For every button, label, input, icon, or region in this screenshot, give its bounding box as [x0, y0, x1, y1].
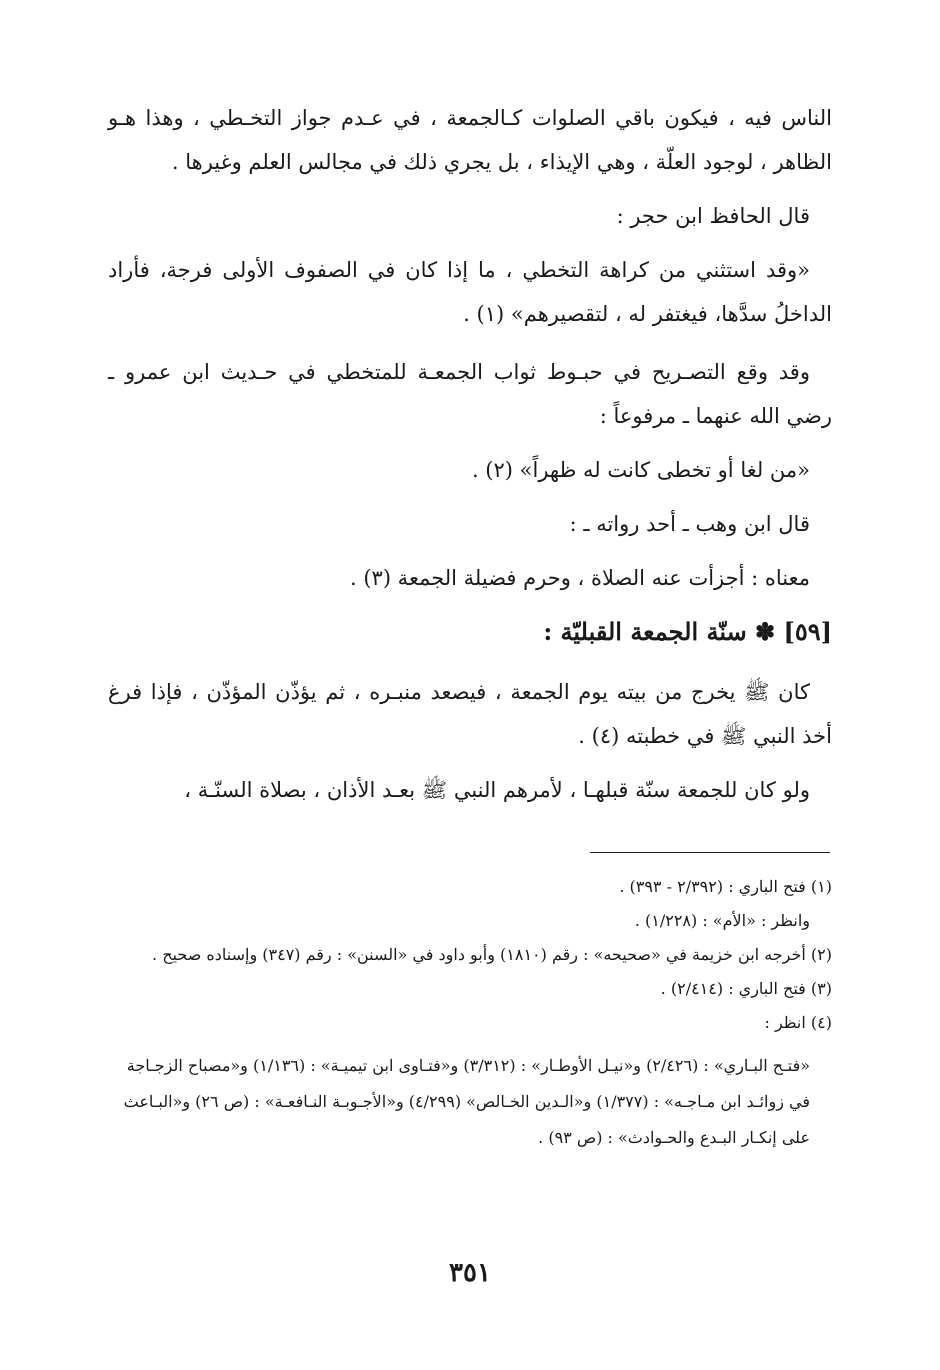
quotation: «وقد استثني من كراهة التخطي ، ما إذا كان في الصفوف الأولى فرجة، فأراد الداخلُ سدَّها، فيغتفر له ، لتقصيرهم» (١) .: [108, 258, 832, 326]
hadith-quote: «من لغا أو تخطى كانت له ظهراً» (٢) .: [471, 458, 810, 482]
footnote-4: (٤) انظر :: [764, 1013, 832, 1032]
paragraph: ولو كان للجمعة سنّة قبلهـا ، لأمرهم النبي ﷺ بعـد الأذان ، بصلاة السنّـة ،: [184, 778, 810, 802]
footnote-4-references: «فتـح البـاري» : (٢/٤٢٦) و«نيـل الأوطـار» : (٣/٣١٢) و«فتـاوى ابن تيميـة» : (١/١٣٦) و«مصباح الزجـاجة في زوائـد ابن مـاجـه» : (١/٣٧٧) و«الـدين الخـالص» (٤/٢٩٩) و«الأجـوبـة النـافعـة» : (ص ٢٦) و«البـاعث على إنكـار البـدع والحـوادث» : (ص ٩٣) .: [123, 1056, 810, 1147]
quote-intro: قال ابن وهب ـ أحد رواته ـ :: [569, 512, 810, 536]
paragraph: كان ﷺ يخرج من بيته يوم الجمعة ، فيصعد منبـره ، ثم يؤذّن المؤذّن ، فإذا فرغ أخذ النبي ﷺ في خطبته (٤) .: [108, 680, 832, 748]
paragraph: وقد وقع التصـريح في حبـوط ثواب الجمعـة للمتخطي في حـديث ابن عمرو ـ رضي الله عنهما ـ مرفوعاً :: [108, 360, 832, 428]
page-number: ٣٥١: [449, 1258, 491, 1288]
quote-intro: قال الحافظ ابن حجر :: [616, 204, 810, 228]
footnotes: [108, 870, 832, 1156]
footnote-1: (١) فتح الباري : (٢/٣٩٢ - ٣٩٣) .: [619, 877, 832, 896]
footnote-separator: [590, 852, 830, 853]
paragraph: معناه : أجزأت عنه الصلاة ، وحرم فضيلة الجمعة (٣) .: [349, 566, 810, 590]
paragraph: الناس فيه ، فيكون باقي الصلوات كـالجمعة ، في عـدم جواز التخـطي ، وهذا هـو الظاهر ، لوجود العلّة ، وهي الإيذاء ، بل يجري ذلك في مجالس العلم وغيرها .: [108, 106, 832, 174]
main-text: [108, 96, 832, 822]
footnote-3: (٣) فتح الباري : (٢/٤١٤) .: [660, 979, 832, 998]
footnote-1-sub: وانظر : «الأم» : (١/٢٢٨) .: [634, 911, 810, 930]
footnote-2: (٢) أخرجه ابن خزيمة في «صحيحه» : رقم (١٨١٠) وأبو داود في «السنن» : رقم (٣٤٧) وإسناده صحيح .: [152, 945, 832, 964]
section-heading: [٥٩] ✽ سنّة الجمعة القبليّة :: [543, 617, 832, 646]
